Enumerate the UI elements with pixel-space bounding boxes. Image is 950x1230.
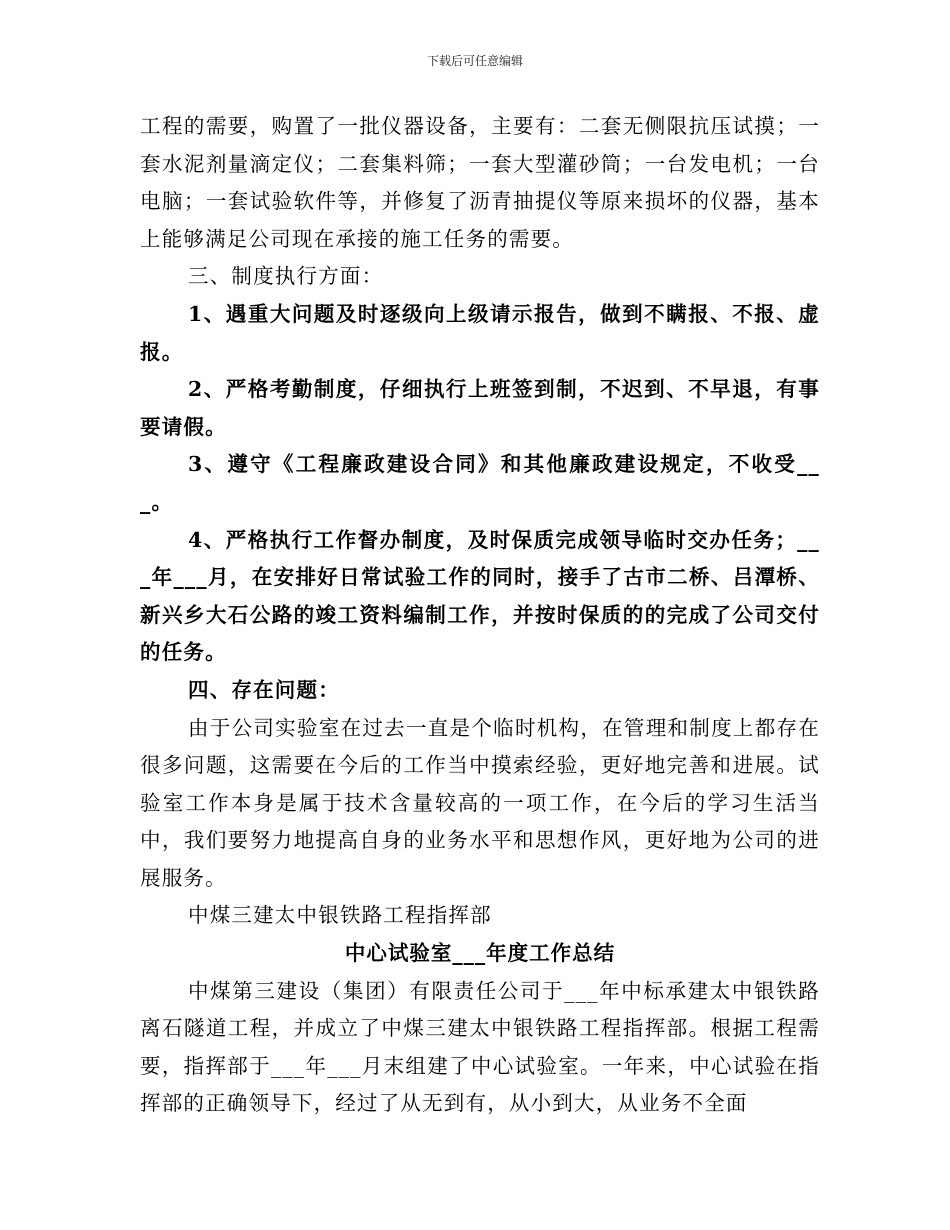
section-heading-problems: 四、存在问题：: [188, 677, 340, 702]
section-heading-system-execution: 三、制度执行方面：: [188, 264, 384, 289]
signature-organization: 中煤三建太中银铁路工程指挥部: [188, 903, 492, 928]
paragraph-item-2: 2、严格考勤制度，仔细执行上班签到制，不迟到、不早退，有事要请假。: [140, 377, 820, 439]
paragraph-equipment: 工程的需要，购置了一批仪器设备，主要有：二套无侧限抗压试摸；一套水泥剂量滴定仪；二套集料筛；一套大型灌砂筒；一台发电机；一台电脑；一套试验软件等，并修复了沥青抽提仪等原来损坏的仪器，基本上能够满足公司现在承接的施工任务的需要。: [140, 114, 820, 251]
document-title: 中心试验室___年度工作总结: [344, 941, 616, 966]
paragraph-item-4: 4、严格执行工作督办制度，及时保质完成领导临时交办任务；___年___月，在安排好日常试验工作的同时，接手了古市二桥、吕潭桥、新兴乡大石公路的竣工资料编制工作，并按时保质的的完成了公司交付的任务。: [140, 527, 820, 665]
paragraph-introduction: 中煤第三建设（集团）有限责任公司于___年中标承建太中银铁路离石隧道工程，并成立了中煤三建太中银铁路工程指挥部。根据工程需要，指挥部于___年___月末组建了中心试验室。一年来，中心试验在指挥部的正确领导下，经过了从无到有，从小到大，从业务不全面: [140, 978, 820, 1116]
paragraph-item-3: 3、遵守《工程廉政建设合同》和其他廉政建设规定，不收受___。: [140, 452, 820, 514]
page-header: 下载后可任意编辑: [426, 54, 523, 68]
paragraph-problems: 由于公司实验室在过去一直是个临时机构，在管理和制度上都存在很多问题，这需要在今后的工作当中摸索经验，更好地完善和进展。试验室工作本身是属于技术含量较高的一项工作，在今后的学习生活当中，我们要努力地提高自身的业务水平和思想作风，更好地为公司的进展服务。: [140, 715, 820, 890]
paragraph-item-1: 1、遇重大问题及时逐级向上级请示报告，做到不瞒报、不报、虚报。: [140, 301, 820, 364]
document-body: [140, 108, 820, 1123]
